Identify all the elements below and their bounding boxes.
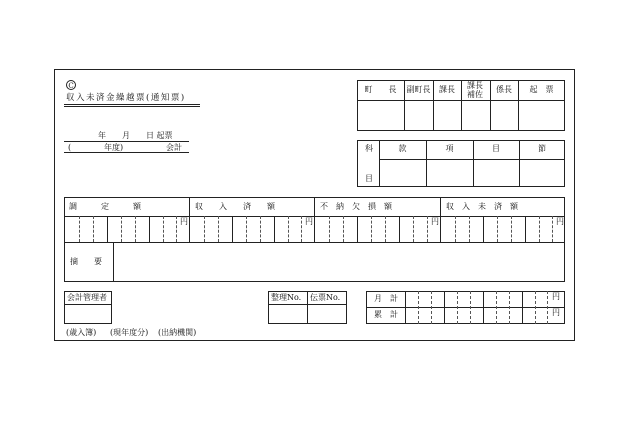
footer-cashier: (出納機関) bbox=[158, 328, 197, 337]
yen-3: 円 bbox=[431, 217, 439, 226]
circle-mark: C bbox=[66, 80, 76, 90]
yen-2: 円 bbox=[305, 217, 313, 226]
subject-setsu: 節 bbox=[538, 144, 546, 153]
yen-cumulative: 円 bbox=[552, 308, 560, 317]
fiscal-year-open: ( bbox=[68, 143, 72, 152]
denpyo-no-label: 伝票No. bbox=[310, 293, 341, 302]
month-total-label: 月 計 bbox=[374, 294, 398, 303]
approval-deputy-mayor: 副町長 bbox=[406, 85, 431, 94]
account-underline bbox=[64, 152, 189, 153]
footer-current-year: (現年度分) bbox=[110, 328, 149, 337]
approval-drafter: 起 票 bbox=[529, 85, 554, 94]
approval-mayor: 町 長 bbox=[364, 85, 397, 94]
section-received: 収 入 済 額 bbox=[195, 202, 275, 211]
form-title: 収入未済金繰越票(通知票) bbox=[66, 93, 186, 103]
subject-kan: 款 bbox=[398, 144, 407, 153]
yen-month: 円 bbox=[552, 292, 560, 301]
subject-kou: 項 bbox=[445, 144, 454, 153]
fiscal-year-label: 年度) bbox=[104, 143, 124, 152]
section-deficit: 不 納 欠 損 額 bbox=[320, 202, 392, 211]
yen-4: 円 bbox=[556, 217, 564, 226]
account-label: 会計 bbox=[166, 143, 182, 152]
section-assessed: 調 定 額 bbox=[69, 202, 141, 211]
footer-revenue-book: (歳入簿) bbox=[66, 328, 97, 337]
manager-label: 会計管理者 bbox=[67, 293, 107, 302]
approval-section-chief: 課長 bbox=[439, 85, 455, 94]
subject-head-2: 目 bbox=[365, 174, 373, 183]
cumulative-total-label: 累 計 bbox=[374, 310, 398, 319]
title-underline bbox=[64, 104, 200, 105]
title-underline-2 bbox=[64, 106, 200, 107]
date-line: 年 月 日 起票 bbox=[98, 131, 173, 140]
date-underline bbox=[64, 141, 189, 142]
summary-label: 摘 要 bbox=[70, 257, 102, 266]
section-outstanding: 収 入 未 済 額 bbox=[446, 202, 518, 211]
yen-1: 円 bbox=[180, 217, 188, 226]
subject-moku: 目 bbox=[492, 144, 500, 153]
approval-subsection-chief: 係長 bbox=[496, 85, 512, 94]
seiri-no-label: 整理No. bbox=[271, 293, 302, 302]
approval-assistant-chief: 課長補佐 bbox=[467, 81, 483, 99]
subject-head-1: 科 bbox=[365, 144, 373, 153]
